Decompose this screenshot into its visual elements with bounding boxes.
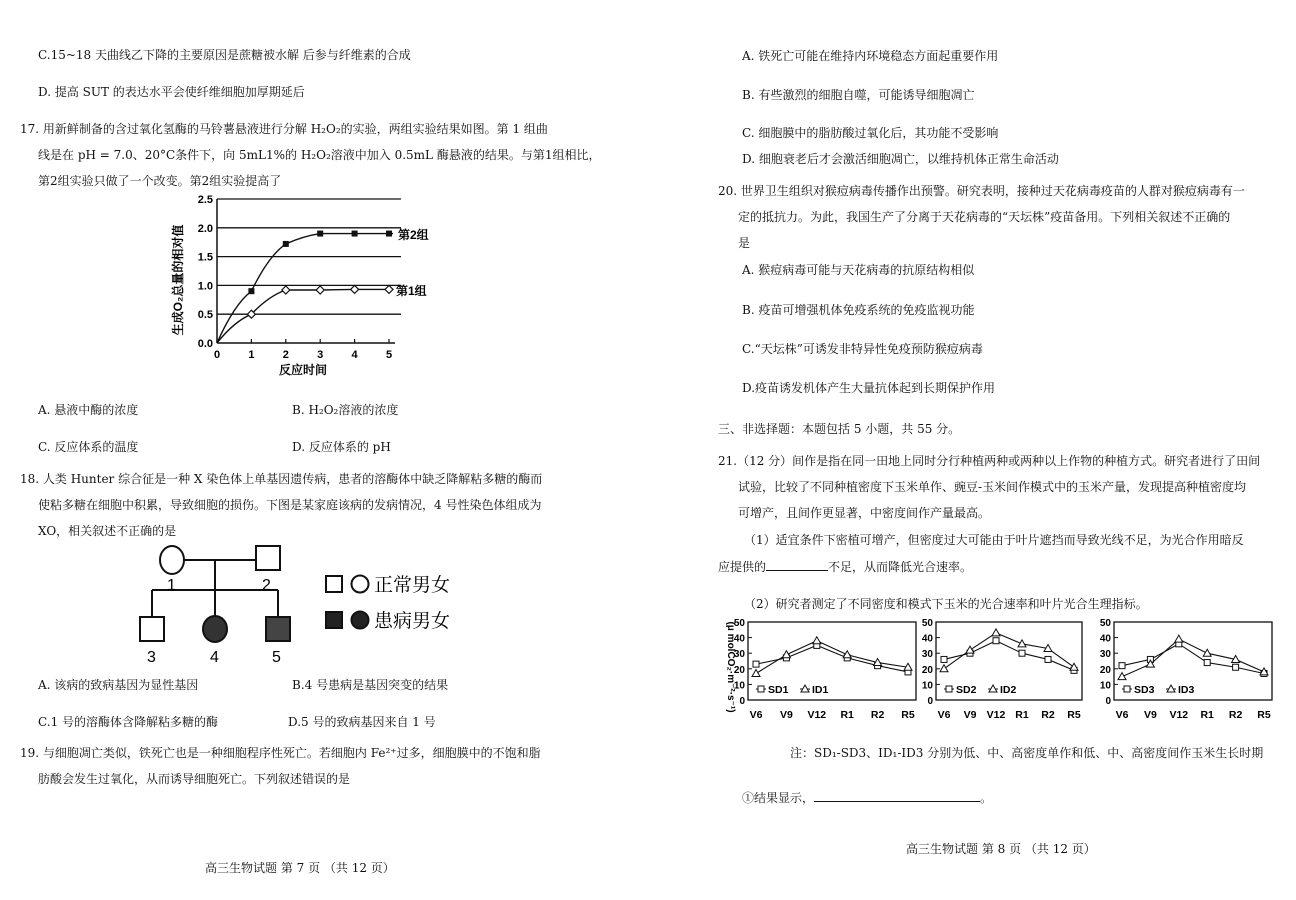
q17-stem-line2: 线是在 pH = 7.0、20°C条件下，向 5mL1%的 H₂O₂溶液中加入 0.5mL 酶悬液的结果。与第1组相比，: [38, 148, 601, 162]
enzyme-point-第2组-2: [283, 241, 289, 247]
photosynthesis-legend-ID1: ID1: [812, 684, 829, 696]
photosynthesis-x-tick: V12: [986, 709, 1006, 721]
photosynthesis-y-tick: 40: [1099, 633, 1111, 645]
photosynthesis-legend-marker-SD3: [1124, 686, 1130, 692]
legend-normal-label: 正常男女: [374, 574, 451, 596]
photosynthesis-line-ID2: [944, 633, 1074, 669]
photosynthesis-x-tick: V12: [1169, 709, 1189, 721]
photosynthesis-y-label: (μ molCO₂·m⁻²·s⁻¹): [725, 621, 736, 713]
enzyme-point-第1组-2: [282, 286, 290, 294]
photosynthesis-line-ID1: [756, 641, 908, 674]
enzyme-point-第2组-3: [317, 231, 323, 237]
enzyme-x-tick: 5: [385, 349, 393, 361]
photosynthesis-x-tick: R1: [1200, 709, 1214, 721]
q18-option-a: A. 该病的致病基因为显性基因: [38, 678, 199, 692]
photosynthesis-point-ID3-2: [1175, 635, 1183, 642]
photosynthesis-x-tick: R2: [1228, 709, 1243, 721]
q21-stem-line2: 试验，比较了不同种植密度下玉米单作、豌豆-玉米间作模式中的玉米产量，发现提高种植密度均: [738, 480, 1247, 494]
enzyme-point-第1组-4: [351, 285, 359, 293]
photosynthesis-x-tick: V9: [779, 709, 793, 721]
q21-part1-suffix: 不足，从而降低光合速率。: [828, 560, 973, 574]
q18-stem-line1: 18. 人类 Hunter 综合征是一种 X 染色体上单基因遗传病，患者的溶酶体中缺乏降解粘多糖的酶而: [20, 472, 543, 486]
photosynthesis-legend-marker-SD1: [758, 686, 764, 692]
individual-2-male-normal: [256, 546, 280, 570]
photosynthesis-y-tick: 40: [921, 633, 933, 645]
photosynthesis-x-tick: R5: [1067, 709, 1081, 721]
photosynthesis-x-tick: R5: [1257, 709, 1271, 721]
photosynthesis-x-tick: R2: [870, 709, 885, 721]
individual-5-male-affected: [266, 617, 290, 641]
label-5: 5: [272, 649, 281, 665]
photosynthesis-point-ID1-2: [813, 637, 821, 644]
photosynthesis-line-ID3: [1122, 639, 1264, 676]
photosynthesis-point-SD3-4: [1233, 664, 1239, 670]
photosynthesis-y-tick: 20: [921, 664, 933, 676]
q21-part1-line2: [718, 558, 972, 575]
photosynthesis-point-ID3-3: [1203, 649, 1211, 656]
q21-part1-line1: （1）适宜条件下密植可增产，但密度过大可能由于叶片遮挡而导致光线不足，为光合作用暗反: [744, 533, 1244, 547]
photosynthesis-legend-ID3: ID3: [1178, 684, 1195, 696]
q20-stem-line3: 是: [738, 236, 751, 250]
legend-normal-female-icon: [352, 576, 369, 593]
enzyme-series-line-第2组: [217, 234, 393, 343]
photosynthesis-y-tick: 10: [733, 680, 745, 692]
q17-stem-line1: 17. 用新鲜制备的含过氧化氢酶的马铃薯悬液进行分解 H₂O₂的实验，两组实验结果如图。第 1 组曲: [20, 122, 548, 136]
q19-stem-line1: 19. 与细胞凋亡类似，铁死亡也是一种细胞程序性死亡。若细胞内 Fe²⁺过多，细胞膜中的不饱和脂: [20, 746, 541, 760]
enzyme-point-第1组-3: [316, 286, 324, 294]
photosynthesis-x-tick: V6: [749, 709, 763, 721]
photosynthesis-y-tick: 40: [733, 633, 745, 645]
individual-1-female-normal: [160, 546, 184, 574]
page-footer-right: 高三生物试题 第 8 页 （共 12 页）: [906, 842, 1096, 856]
photosynthesis-point-SD2-3: [1019, 650, 1025, 656]
q19-option-d: D. 细胞衰老后才会激活细胞凋亡，以维持机体正常生命活动: [742, 152, 1059, 166]
enzyme-reaction-chart: [160, 190, 460, 380]
legend-group1: 第1组: [396, 284, 427, 298]
photosynthesis-x-tick: V9: [963, 709, 977, 721]
label-2: 2: [262, 577, 271, 594]
q20-option-a: A. 猴痘病毒可能与天花病毒的抗原结构相似: [742, 263, 975, 277]
photosynthesis-point-ID3-0: [1118, 673, 1126, 680]
q20-option-c: C.“天坛株”可诱发非特异性免疫预防猴痘病毒: [742, 342, 983, 356]
q21-stem-line3: 可增产，且间作更显著，中密度间作产量最高。: [738, 506, 991, 520]
photosynthesis-legend-SD2: SD2: [956, 684, 977, 696]
enzyme-x-tick: 0: [213, 349, 221, 361]
photosynthesis-y-tick: 0: [739, 696, 745, 707]
q21-part1-answer-blank[interactable]: [766, 558, 828, 571]
photosynthesis-line-SD2: [944, 641, 1074, 671]
q17-stem-line3: 第2组实验只做了一个改变。第2组实验提高了: [38, 174, 282, 188]
enzyme-chart-x-label: 反应时间: [278, 363, 328, 377]
enzyme-point-第2组-5: [386, 231, 392, 237]
q20-option-b: B. 疫苗可增强机体免疫系统的免疫监视功能: [742, 303, 975, 317]
section-3-heading: 三、非选择题：本题包括 5 小题，共 55 分。: [718, 422, 961, 436]
label-3: 3: [147, 649, 156, 665]
q17-option-a: A. 悬液中酶的浓度: [38, 403, 139, 417]
q18-option-b: B.4 号患病是基因突变的结果: [292, 678, 449, 692]
photosynthesis-point-ID2-0: [940, 665, 948, 672]
q17-option-c: C. 反应体系的温度: [38, 440, 139, 454]
individual-4-female-affected: [203, 616, 227, 642]
q20-option-d: D.疫苗诱发机体产生大量抗体起到长期保护作用: [742, 381, 996, 395]
enzyme-series-line-第1组: [217, 289, 393, 343]
photosynthesis-point-SD3-0: [1119, 663, 1125, 669]
q21-result-line: [742, 789, 992, 806]
photosynthesis-point-ID1-3: [843, 651, 851, 658]
q19-option-b: B. 有些激烈的细胞自噬，可能诱导细胞凋亡: [742, 88, 975, 102]
enzyme-y-tick: 0.5: [197, 309, 213, 322]
photosynthesis-x-tick: R5: [901, 709, 915, 721]
photosynthesis-charts: [718, 612, 1288, 732]
enzyme-point-第2组-4: [352, 231, 358, 237]
photosynthesis-point-ID2-3: [1018, 640, 1026, 647]
q21-result-answer-blank[interactable]: [814, 789, 980, 802]
photosynthesis-line-SD3: [1122, 644, 1264, 674]
label-4: 4: [210, 649, 219, 665]
photosynthesis-point-ID1-1: [782, 651, 790, 658]
photosynthesis-y-tick: 10: [1099, 680, 1111, 692]
legend-group2: 第2组: [398, 228, 429, 242]
q21-result-prefix: ①结果显示，: [742, 791, 815, 805]
enzyme-y-tick: 0.0: [197, 338, 213, 350]
enzyme-x-tick: 1: [248, 349, 255, 361]
photosynthesis-point-SD3-3: [1204, 660, 1210, 666]
enzyme-y-tick: 1.5: [197, 251, 213, 264]
q21-result-suffix: 。: [980, 791, 993, 805]
q18-option-c: C.1 号的溶酶体含降解粘多糖的酶: [38, 715, 219, 729]
q19-option-a: A. 铁死亡可能在维持内环境稳态方面起重要作用: [742, 49, 999, 63]
q21-stem-line1: 21.（12 分）间作是指在同一田地上同时分行种植两种或两种以上作物的种植方式。研究者进行了田间: [718, 454, 1261, 468]
enzyme-y-tick: 2.0: [197, 222, 213, 235]
photosynthesis-y-tick: 0: [1105, 696, 1111, 707]
enzyme-point-第2组-1: [248, 288, 254, 294]
photosynthesis-line-SD1: [756, 645, 908, 672]
q18-stem-line3: XO，相关叙述不正确的是: [38, 524, 177, 538]
individual-3-male-normal: [140, 617, 164, 641]
photosynthesis-legend-ID2: ID2: [1000, 684, 1017, 696]
enzyme-y-tick: 1.0: [197, 280, 213, 293]
enzyme-chart-y-label: 生成O₂总量的相对值: [171, 224, 185, 336]
q16-option-c: C.15~18 天曲线乙下降的主要原因是蔗糖被水解 后参与纤维素的合成: [38, 48, 411, 62]
enzyme-x-tick: 2: [282, 349, 289, 361]
photosynthesis-point-SD2-0: [941, 656, 947, 662]
photosynthesis-y-tick: 30: [1099, 649, 1111, 661]
photosynthesis-y-tick: 0: [927, 696, 933, 707]
legend-affected-female-icon: [352, 612, 369, 629]
legend-affected-male-icon: [326, 612, 342, 628]
enzyme-x-tick: 3: [317, 349, 324, 361]
enzyme-y-tick: 2.5: [197, 194, 213, 206]
enzyme-x-tick: 4: [351, 349, 358, 361]
pedigree-diagram: [130, 540, 490, 665]
page-footer-left: 高三生物试题 第 7 页 （共 12 页）: [205, 861, 395, 875]
photosynthesis-x-tick: R2: [1041, 709, 1055, 721]
q20-stem-line2: 定的抵抗力。为此，我国生产了分离于天花病毒的“天坛株”疫苗备用。下列相关叙述不正确的: [738, 210, 1231, 224]
photosynthesis-legend-marker-SD2: [946, 686, 952, 692]
photosynthesis-point-ID2-2: [992, 629, 1000, 636]
photosynthesis-point-SD2-4: [1045, 656, 1051, 662]
photosynthesis-y-tick: 30: [921, 649, 933, 661]
q16-option-d: D. 提高 SUT 的表达水平会使纤维细胞加厚期延后: [38, 85, 305, 99]
q19-option-c: C. 细胞膜中的脂肪酸过氧化后，其功能不受影响: [742, 126, 999, 140]
photosynthesis-y-tick: 50: [921, 618, 933, 629]
q17-option-d: D. 反应体系的 pH: [292, 440, 391, 454]
photosynthesis-legend-SD3: SD3: [1134, 684, 1155, 696]
photosynthesis-x-tick: V9: [1143, 709, 1157, 721]
chart-note: 注：SD₁-SD3、ID₁-ID3 分别为低、中、高密度单作和低、中、高密度间作玉米生长时期: [790, 746, 1264, 760]
q21-part2: （2）研究者测定了不同密度和模式下玉米的光合速率和叶片光合生理指标。: [744, 597, 1148, 611]
photosynthesis-point-SD1-0: [753, 661, 759, 667]
photosynthesis-y-tick: 10: [921, 680, 933, 692]
photosynthesis-x-tick: V6: [937, 709, 951, 721]
photosynthesis-point-SD2-2: [993, 638, 999, 644]
photosynthesis-y-tick: 50: [1099, 618, 1111, 629]
photosynthesis-x-tick: R1: [1015, 709, 1029, 721]
photosynthesis-point-ID1-0: [752, 669, 760, 676]
legend-normal-male-icon: [326, 576, 342, 592]
label-1: 1: [167, 577, 176, 594]
q20-stem-line1: 20. 世界卫生组织对猴痘病毒传播作出预警。研究表明，接种过天花病毒疫苗的人群对猴痘病毒有一: [718, 184, 1245, 198]
photosynthesis-y-tick: 50: [733, 618, 745, 629]
q18-option-d: D.5 号的致病基因来自 1 号: [288, 715, 436, 729]
q21-part1-prefix: 应提供的: [718, 560, 767, 574]
q18-stem-line2: 使粘多糖在细胞中积累，导致细胞的损伤。下图是某家庭该病的发病情况，4 号性染色体组成为: [38, 498, 542, 512]
photosynthesis-x-tick: V12: [807, 709, 827, 721]
photosynthesis-x-tick: R1: [840, 709, 854, 721]
photosynthesis-legend-SD1: SD1: [768, 684, 789, 696]
photosynthesis-point-ID2-5: [1070, 663, 1078, 670]
enzyme-point-第1组-5: [385, 285, 393, 293]
photosynthesis-y-tick: 20: [1099, 664, 1111, 676]
legend-affected-label: 患病男女: [374, 610, 451, 632]
photosynthesis-point-ID2-1: [966, 646, 974, 653]
photosynthesis-y-tick: 20: [733, 664, 745, 676]
q19-stem-line2: 肪酸会发生过氧化，从而诱导细胞死亡。下列叙述错误的是: [38, 772, 351, 786]
photosynthesis-x-tick: V6: [1115, 709, 1129, 721]
photosynthesis-y-tick: 30: [733, 649, 745, 661]
q17-option-b: B. H₂O₂溶液的浓度: [292, 403, 399, 417]
